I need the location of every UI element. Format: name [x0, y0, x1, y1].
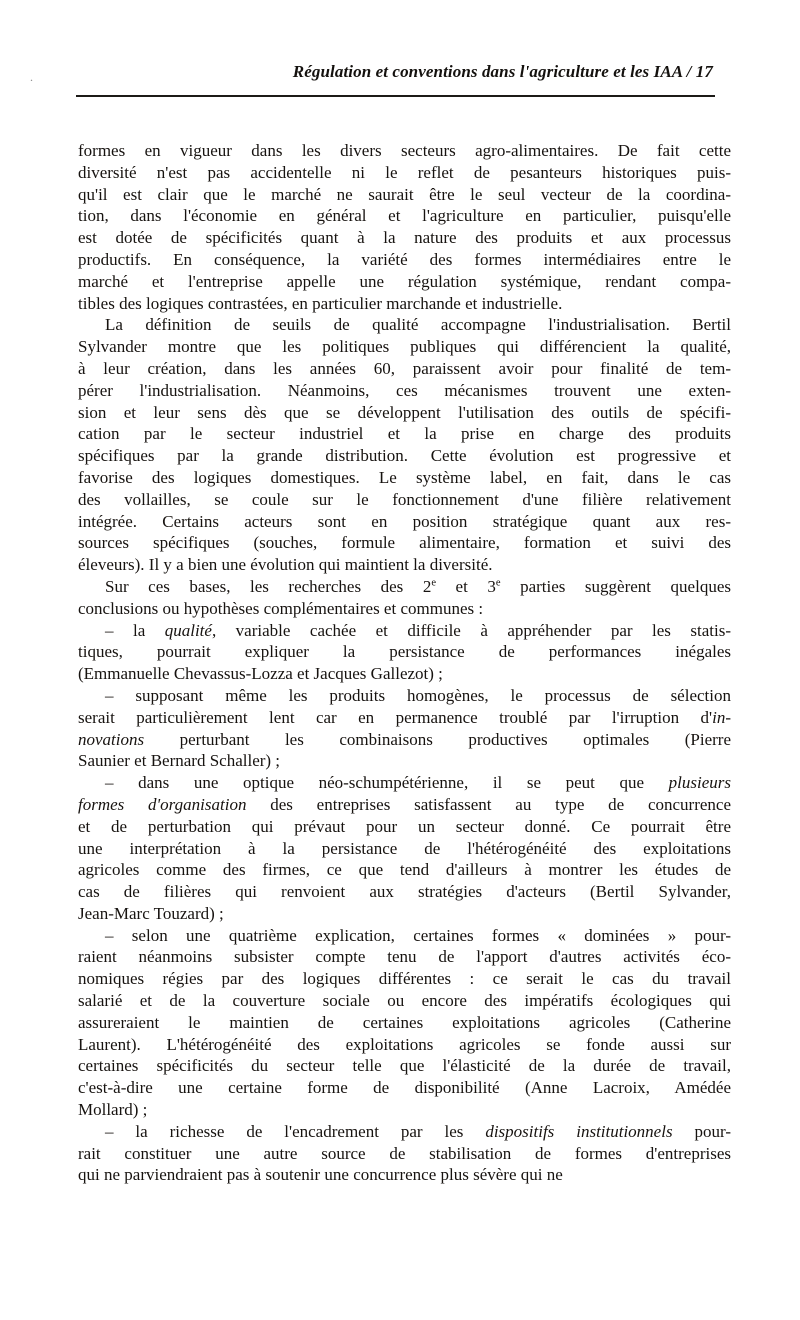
- text-line: [78, 838, 731, 860]
- text-run: – la: [105, 620, 165, 640]
- text-run: spécifiques par la grande distribution. Cette évolution est progressive et: [78, 446, 731, 466]
- text-run: tiques, pourrait expliquer la persistance de performances inégales: [78, 642, 731, 662]
- text-line: [78, 685, 731, 707]
- text-line: [78, 1164, 731, 1186]
- list-item: [78, 620, 731, 685]
- text-run: et de perturbation qui prévaut pour un secteur donné. Ce pourrait être: [78, 816, 731, 836]
- text-line: [78, 489, 731, 511]
- text-line: [78, 445, 731, 467]
- text-run: conclusions ou hypothèses complémentaires et communes :: [78, 598, 484, 618]
- page-body: [78, 140, 731, 1186]
- text-line: [78, 532, 731, 554]
- text-line: [78, 968, 731, 990]
- text-line: [78, 816, 731, 838]
- text-run: une interprétation à la persistance de l'hétérogénéité des exploitations: [78, 838, 731, 858]
- superscript-text-run: e: [431, 577, 437, 589]
- text-run: Mollard) ;: [78, 1100, 148, 1120]
- text-run: cation par le secteur industriel et la prise en charge des produits: [78, 424, 731, 444]
- text-run: tibles des logiques contrastées, en particulier marchande et industrielle.: [78, 293, 563, 313]
- text-run: salarié et de la couverture sociale ou encore des impératifs écologiques qui: [78, 991, 731, 1011]
- text-line: [78, 794, 731, 816]
- text-run: rait constituer une autre source de stabilisation de formes d'entreprises: [78, 1143, 731, 1163]
- text-line: [78, 227, 731, 249]
- text-run: sources spécifiques (souches, formule alimentaire, formation et suivi des: [78, 533, 731, 553]
- text-run: pérer l'industrialisation. Néanmoins, ces mécanismes trouvent une exten-: [78, 380, 731, 400]
- text-run: pour-: [672, 1121, 731, 1141]
- text-run: perturbant les combinaisons productives optimales (Pierre: [144, 729, 731, 749]
- italic-text-run: qualité: [164, 620, 212, 640]
- text-run: Sylvander montre que les politiques publiques qui différencient la qualité,: [78, 337, 731, 357]
- text-line: [78, 554, 731, 576]
- text-run: parties suggèrent quelques: [500, 576, 731, 596]
- text-line: [78, 358, 731, 380]
- text-line: [78, 620, 731, 642]
- header-rule: [76, 95, 715, 97]
- text-run: , variable cachée et difficile à appréhender par les statis-: [211, 620, 731, 640]
- text-run: formes en vigueur dans les divers secteurs agro-alimentaires. De fait cette: [78, 141, 731, 160]
- text-run: – supposant même les produits homogènes, le processus de sélection: [105, 685, 731, 705]
- text-run: serait particulièrement lent car en permanence troublé par l'irruption d': [78, 707, 713, 727]
- text-line: [78, 1099, 731, 1121]
- text-run: – selon une quatrième explication, certaines formes « dominées » pour-: [105, 925, 731, 945]
- text-line: [78, 1055, 731, 1077]
- text-run: à leur création, dans les années 60, paraissent avoir pour finalité de tem-: [78, 358, 731, 378]
- text-run: c'est-à-dire une certaine forme de disponibilité (Anne Lacroix, Amédée: [78, 1078, 731, 1098]
- italic-text-run: novations: [78, 729, 145, 749]
- text-run: marché et l'entreprise appelle une régulation systémique, rendant compa-: [78, 271, 731, 291]
- list-item: [78, 925, 731, 1121]
- text-run: est dotée de spécificités quant à la nature des produits et aux processus: [78, 228, 731, 248]
- paragraph: [78, 314, 731, 576]
- text-run: favorise des logiques domestiques. Le système label, en fait, dans le cas: [78, 467, 731, 487]
- text-line: [78, 881, 731, 903]
- text-line: [78, 1143, 731, 1165]
- text-run: nomiques régies par des logiques différentes : ce serait le cas du travail: [78, 969, 731, 989]
- text-line: [78, 162, 731, 184]
- text-line: [78, 402, 731, 424]
- margin-speck: .: [30, 70, 33, 84]
- text-line: [78, 336, 731, 358]
- text-line: [78, 1034, 731, 1056]
- text-line: [78, 946, 731, 968]
- text-line: [78, 314, 731, 336]
- text-line: [78, 1012, 731, 1034]
- text-run: Laurent). L'hétérogénéité des exploitations agricoles se fonde aussi sur: [78, 1034, 731, 1054]
- text-run: tion, dans l'économie en général et l'agriculture en particulier, puisqu'elle: [78, 206, 731, 226]
- text-line: [78, 249, 731, 271]
- running-header-title: Régulation et conventions dans l'agriculture et les IAA / 17: [292, 62, 713, 81]
- text-run: Sur ces bases, les recherches des 2: [105, 576, 432, 596]
- italic-text-run: dispositifs institutionnels: [485, 1121, 673, 1141]
- text-line: [78, 140, 731, 162]
- text-run: productifs. En conséquence, la variété des formes intermédiaires entre le: [78, 249, 731, 269]
- text-run: éleveurs). Il y a bien une évolution qui maintient la diversité.: [78, 555, 493, 575]
- text-line: [78, 467, 731, 489]
- text-run: Saunier et Bernard Schaller) ;: [78, 751, 281, 771]
- list-item: [78, 772, 731, 925]
- text-run: qui ne parviendraient pas à soutenir une concurrence plus sévère qui ne: [78, 1165, 563, 1185]
- text-run: certaines spécificités du secteur telle que l'élasticité de la durée de travail,: [78, 1056, 731, 1076]
- text-line: [78, 641, 731, 663]
- italic-text-run: plusieurs: [668, 773, 731, 793]
- text-line: [78, 380, 731, 402]
- text-line: [78, 772, 731, 794]
- text-line: [78, 663, 731, 685]
- text-run: raient néanmoins subsister compte tenu de l'apport d'autres activités éco-: [78, 947, 731, 967]
- text-line: [78, 1121, 731, 1143]
- text-line: [78, 750, 731, 772]
- text-line: [78, 511, 731, 533]
- text-line: [78, 1077, 731, 1099]
- text-line: [78, 293, 731, 315]
- text-line: [78, 707, 731, 729]
- text-run: qu'il est clair que le marché ne saurait être le seul vecteur de la coordina-: [78, 184, 731, 204]
- text-line: [78, 205, 731, 227]
- list-item: [78, 1121, 731, 1186]
- paragraph: [78, 140, 731, 314]
- text-line: [78, 184, 731, 206]
- text-run: sion et leur sens dès que se développent l'utilisation des outils de spécifi-: [78, 402, 731, 422]
- text-line: [78, 925, 731, 947]
- text-line: [78, 729, 731, 751]
- text-run: Jean-Marc Touzard) ;: [78, 903, 224, 923]
- superscript-text-run: e: [495, 577, 501, 589]
- text-line: [78, 576, 731, 598]
- text-line: [78, 423, 731, 445]
- text-line: [78, 859, 731, 881]
- text-run: cas de filières qui renvoient aux stratégies d'acteurs (Bertil Sylvander,: [78, 882, 731, 902]
- text-line: [78, 271, 731, 293]
- text-run: et 3: [436, 576, 496, 596]
- text-line: [78, 990, 731, 1012]
- text-line: [78, 903, 731, 925]
- list-item: [78, 685, 731, 772]
- text-run: – la richesse de l'encadrement par les: [105, 1121, 486, 1141]
- text-run: diversité n'est pas accidentelle ni le reflet de pesanteurs historiques puis-: [78, 162, 731, 182]
- text-run: assureraient le maintien de certaines exploitations agricoles (Catherine: [78, 1012, 731, 1032]
- paragraph: [78, 576, 731, 620]
- italic-text-run: in-: [712, 707, 731, 727]
- text-run: des entreprises satisfassent au type de concurrence: [246, 794, 732, 814]
- text-run: des vollailles, se coule sur le fonctionnement d'une filière relativement: [78, 489, 731, 509]
- text-run: (Emmanuelle Chevassus-Lozza et Jacques Gallezot) ;: [78, 664, 443, 684]
- text-run: agricoles comme des firmes, ce que tend d'ailleurs à montrer les études de: [78, 860, 731, 880]
- italic-text-run: formes d'organisation: [78, 794, 247, 814]
- text-line: [78, 598, 731, 620]
- text-run: – dans une optique néo-schumpétérienne, il se peut que: [105, 773, 669, 793]
- text-run: La définition de seuils de qualité accompagne l'industrialisation. Bertil: [105, 315, 731, 335]
- text-run: intégrée. Certains acteurs sont en position stratégique quant aux res-: [78, 511, 731, 531]
